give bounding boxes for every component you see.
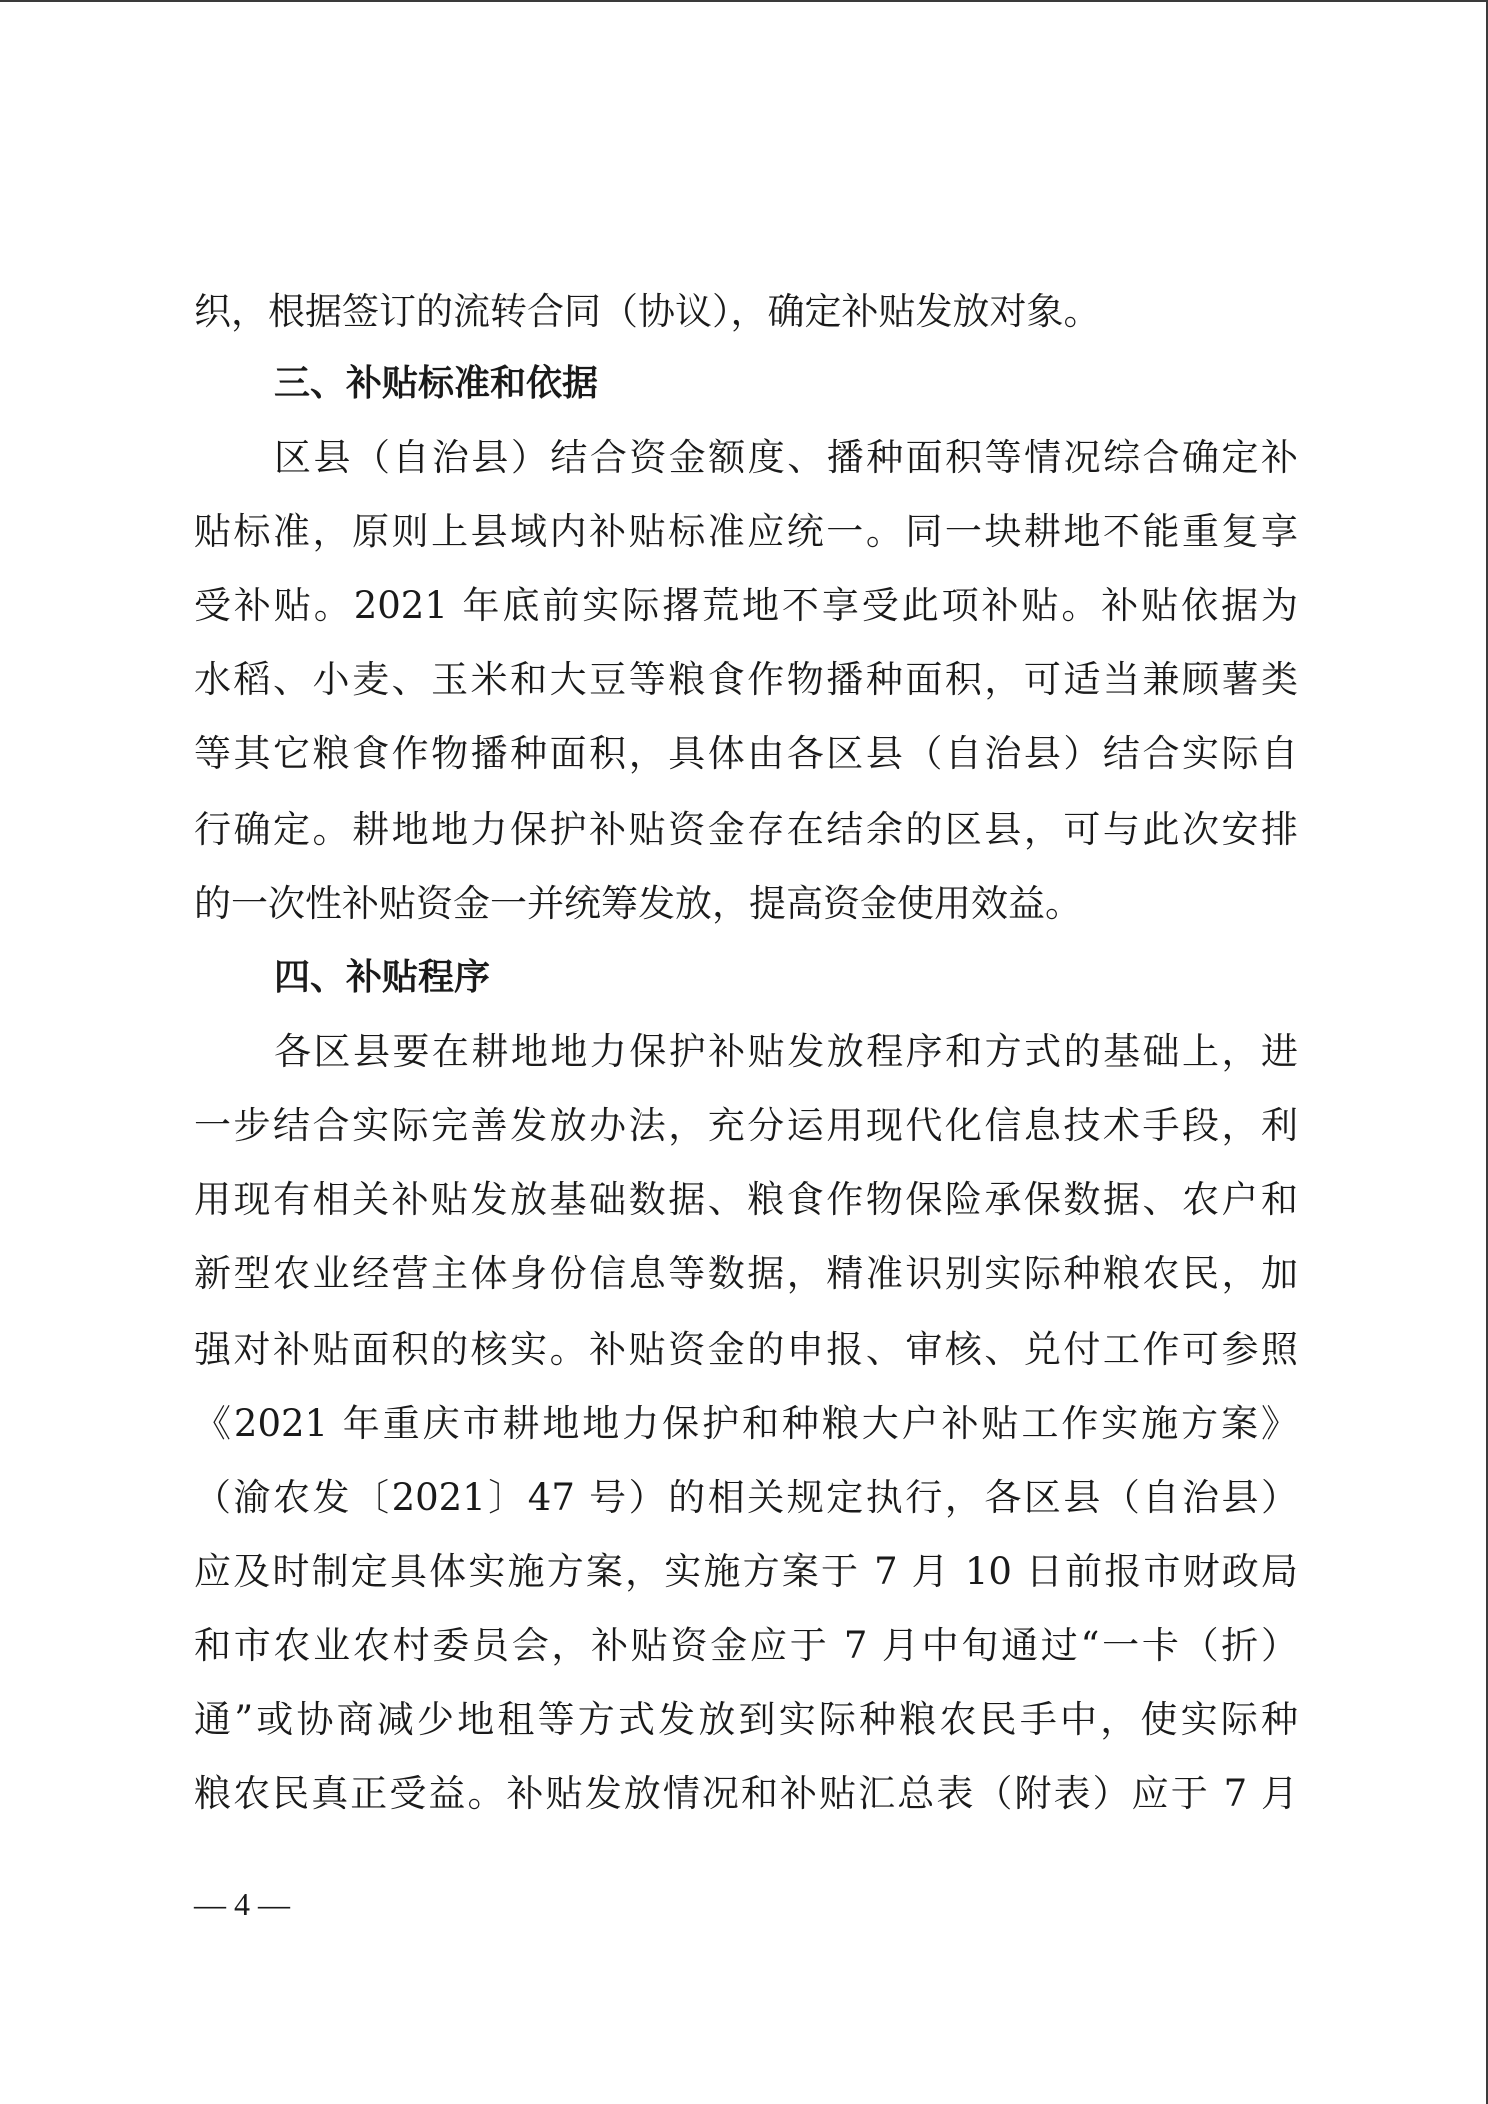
paragraph-line: 受补贴。2021 年底前实际撂荒地不享受此项补贴。补贴依据为 bbox=[194, 584, 1298, 627]
paragraph-line: 等其它粮食作物播种面积，具体由各区县（自治县）结合实际自 bbox=[194, 732, 1298, 775]
page-number: — 4 — bbox=[194, 1886, 290, 1922]
paragraph-line: 强对补贴面积的核实。补贴资金的申报、审核、兑付工作可参照 bbox=[194, 1328, 1298, 1371]
paragraph-line: 水稻、小麦、玉米和大豆等粮食作物播种面积，可适当兼顾薯类 bbox=[194, 658, 1298, 701]
paragraph-line: 行确定。耕地地力保护补贴资金存在结余的区县，可与此次安排 bbox=[194, 808, 1298, 851]
section-heading-4: 四、补贴程序 bbox=[274, 957, 491, 998]
paragraph-line: 织，根据签订的流转合同（协议），确定补贴发放对象。 bbox=[194, 290, 1101, 333]
paragraph-line: 应及时制定具体实施方案，实施方案于 7 月 10 日前报市财政局 bbox=[194, 1550, 1298, 1593]
paragraph-line: 贴标准，原则上县域内补贴标准应统一。同一块耕地不能重复享 bbox=[194, 510, 1298, 553]
paragraph-line: 的一次性补贴资金一并统筹发放，提高资金使用效益。 bbox=[194, 882, 1082, 925]
paragraph-line: 新型农业经营主体身份信息等数据，精准识别实际种粮农民，加 bbox=[194, 1252, 1298, 1295]
paragraph-line: 用现有相关补贴发放基础数据、粮食作物保险承保数据、农户和 bbox=[194, 1178, 1298, 1221]
paragraph-line: 和市农业农村委员会，补贴资金应于 7 月中旬通过“一卡（折） bbox=[194, 1624, 1298, 1667]
section-heading-3: 三、补贴标准和依据 bbox=[274, 363, 599, 404]
page-top-border bbox=[0, 0, 1488, 2]
paragraph-line: 通”或协商减少地租等方式发放到实际种粮农民手中，使实际种 bbox=[194, 1698, 1298, 1741]
paragraph-line: （渝农发〔2021〕47 号）的相关规定执行，各区县（自治县） bbox=[194, 1476, 1298, 1519]
paragraph-line: 粮农民真正受益。补贴发放情况和补贴汇总表（附表）应于 7 月 bbox=[194, 1772, 1298, 1815]
paragraph-line: 《2021 年重庆市耕地地力保护和种粮大户补贴工作实施方案》 bbox=[194, 1402, 1298, 1445]
paragraph-line: 一步结合实际完善发放办法，充分运用现代化信息技术手段，利 bbox=[194, 1104, 1298, 1147]
paragraph-line: 区县（自治县）结合资金额度、播种面积等情况综合确定补 bbox=[274, 436, 1298, 479]
paragraph-line: 各区县要在耕地地力保护补贴发放程序和方式的基础上，进 bbox=[274, 1030, 1298, 1073]
